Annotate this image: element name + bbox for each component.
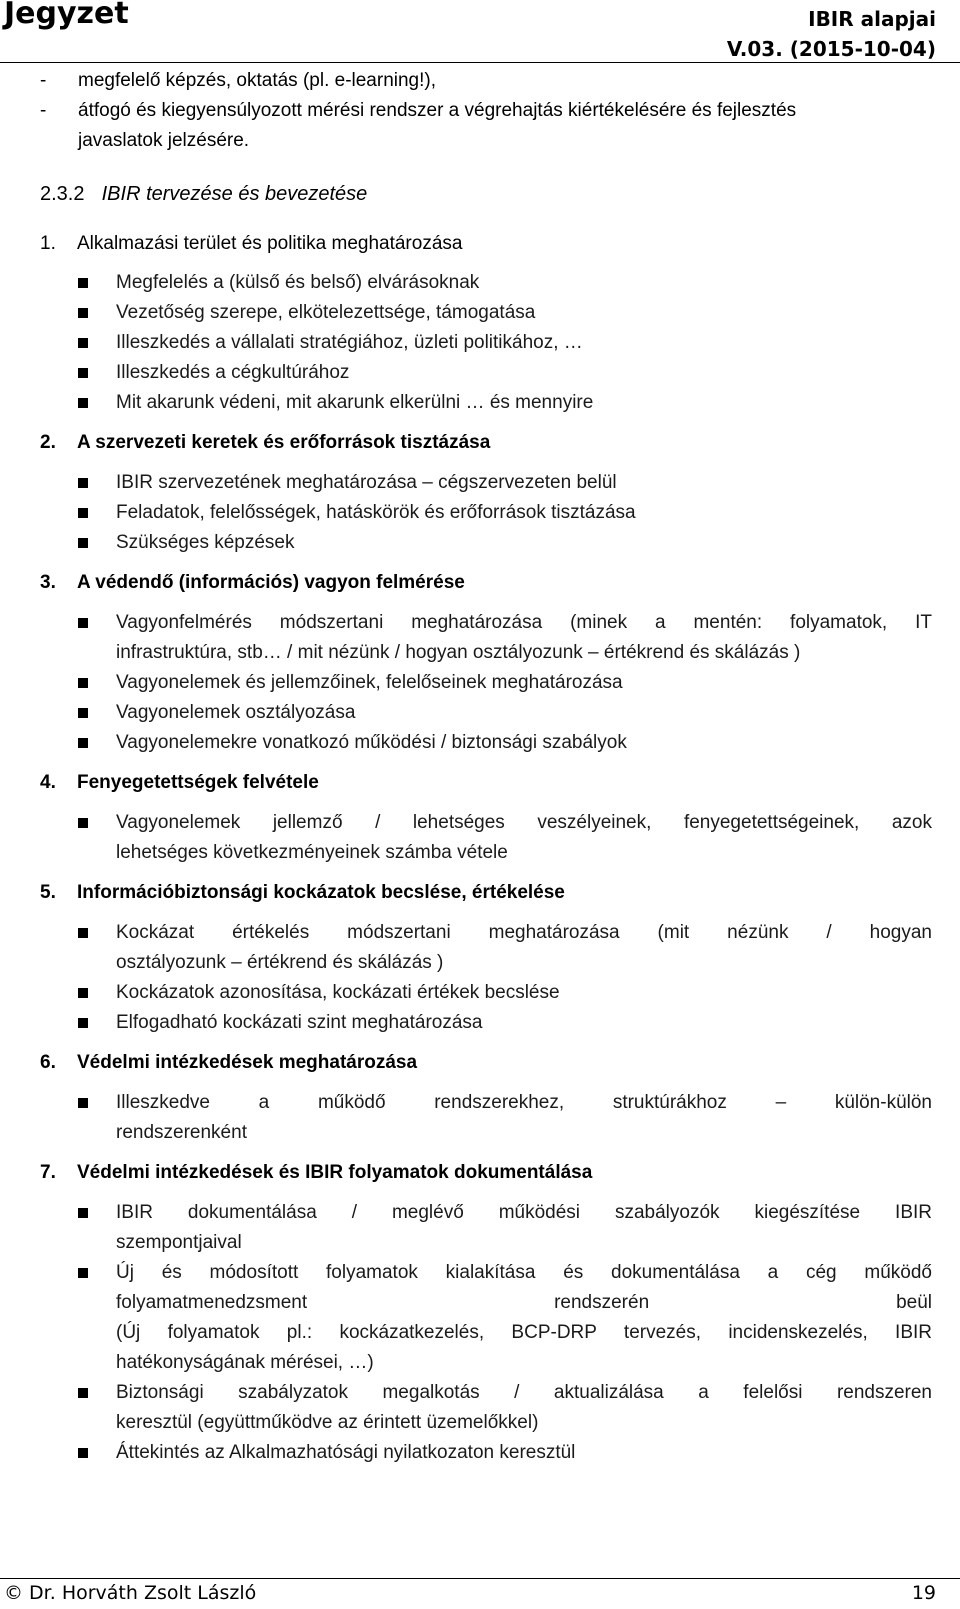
footer-divider <box>0 1578 960 1579</box>
list-item: Mit akarunk védeni, mit akarunk elkerülni … és mennyire <box>116 392 594 413</box>
header-divider <box>0 62 960 63</box>
intro-line: javaslatok jelzésére. <box>78 130 250 151</box>
bullet-icon <box>78 398 88 408</box>
bullet-icon <box>78 508 88 518</box>
list-item-line: Új és módosított folyamatok kialakítása és dokumentálása a cég működő <box>116 1262 932 1283</box>
footer-author: © Dr. Horváth Zsolt László <box>4 1582 257 1604</box>
step-title: Védelmi intézkedések és IBIR folyamatok dokumentálása <box>77 1162 593 1183</box>
bullet-icon <box>78 708 88 718</box>
intro-dash: - <box>40 100 47 121</box>
list-item-line: rendszerenként <box>116 1122 247 1143</box>
bullet-icon <box>78 278 88 288</box>
step-number: 3. <box>40 572 56 593</box>
list-item: Elfogadható kockázati szint meghatározása <box>116 1012 483 1033</box>
list-item: Vagyonelemek osztályozása <box>116 702 356 723</box>
bullet-icon <box>78 478 88 488</box>
step-number: 7. <box>40 1162 56 1183</box>
list-item: Vagyonelemekre vonatkozó működési / biztonsági szabályok <box>116 732 627 753</box>
list-item: Áttekintés az Alkalmazhatósági nyilatkozaton keresztül <box>116 1442 576 1463</box>
list-item-line: infrastruktúra, stb… / mit nézünk / hogyan osztályozunk – értékrend és skálázás ) <box>116 642 801 663</box>
bullet-icon <box>78 1018 88 1028</box>
list-item: Vagyonelemek és jellemzőinek, felelőseinek meghatározása <box>116 672 623 693</box>
header-title: Jegyzet <box>4 0 129 31</box>
list-item: Feladatok, felelősségek, hatáskörök és erőforrások tisztázása <box>116 502 636 523</box>
bullet-icon <box>78 678 88 688</box>
footer-page-number: 19 <box>911 1582 936 1604</box>
bullet-icon <box>78 738 88 748</box>
bullet-icon <box>78 1388 88 1398</box>
list-item: Szükséges képzések <box>116 532 295 553</box>
step-title: A szervezeti keretek és erőforrások tisztázása <box>77 432 491 453</box>
page-header <box>0 0 960 66</box>
bullet-icon <box>78 818 88 828</box>
list-item-line: (Új folyamatok pl.: kockázatkezelés, BCP-DRP tervezés, incidenskezelés, IBIR <box>116 1322 932 1343</box>
intro-line: megfelelő képzés, oktatás (pl. e-learning!), <box>78 70 437 91</box>
section-title: IBIR tervezése és bevezetése <box>101 183 368 205</box>
bullet-icon <box>78 308 88 318</box>
bullet-icon <box>78 928 88 938</box>
bullet-icon <box>78 368 88 378</box>
step-number: 1. <box>40 233 56 254</box>
step-title: Alkalmazási terület és politika meghatározása <box>77 233 463 254</box>
header-version: V.03. (2015-10-04) <box>726 37 936 61</box>
list-item-line: osztályozunk – értékrend és skálázás ) <box>116 952 444 973</box>
list-item-line: Kockázat értékelés módszertani meghatározása (mit nézünk / hogyan <box>116 922 932 943</box>
step-number: 4. <box>40 772 56 793</box>
intro-line: átfogó és kiegyensúlyozott mérési rendszer a végrehajtás kiértékelésére és fejlesztés <box>78 100 797 121</box>
list-item: Kockázatok azonosítása, kockázati értékek becslése <box>116 982 560 1003</box>
list-item-line: IBIR dokumentálása / meglévő működési szabályozók kiegészítése IBIR <box>116 1202 932 1223</box>
list-item: Megfelelés a (külső és belső) elvárásoknak <box>116 272 480 293</box>
bullet-icon <box>78 338 88 348</box>
bullet-icon <box>78 618 88 628</box>
step-title: Védelmi intézkedések meghatározása <box>77 1052 418 1073</box>
step-number: 6. <box>40 1052 56 1073</box>
list-item-line: folyamatmenedzsment rendszerén beül <box>116 1292 932 1313</box>
list-item: IBIR szervezetének meghatározása – cégszervezeten belül <box>116 472 617 493</box>
step-title: A védendő (információs) vagyon felmérése <box>77 572 465 593</box>
bullet-icon <box>78 1448 88 1458</box>
header-doc-info <box>727 4 936 64</box>
list-item-line: hatékonyságának mérései, …) <box>116 1352 374 1373</box>
step-number: 5. <box>40 882 56 903</box>
bullet-icon <box>78 1098 88 1108</box>
list-item-line: Vagyonfelmérés módszertani meghatározása (minek a mentén: folyamatok, IT <box>116 612 932 633</box>
list-item: Illeszkedés a cégkultúrához <box>116 362 350 383</box>
bullet-icon <box>78 988 88 998</box>
bullet-icon <box>78 1208 88 1218</box>
list-item: Vezetőség szerepe, elkötelezettsége, támogatása <box>116 302 536 323</box>
intro-dash: - <box>40 70 47 91</box>
list-item-line: szempontjaival <box>116 1232 242 1253</box>
list-item-line: keresztül (együttműködve az érintett üzemelőkkel) <box>116 1412 539 1433</box>
list-item-line: Illeszkedve a működő rendszerekhez, struktúrákhoz – külön-külön <box>116 1092 932 1113</box>
list-item-line: Vagyonelemek jellemző / lehetséges veszélyeinek, fenyegetettségeinek, azok <box>116 812 932 833</box>
bullet-icon <box>78 1268 88 1278</box>
section-number: 2.3.2 <box>40 183 85 205</box>
section-heading <box>40 179 367 209</box>
step-title: Fenyegetettségek felvétele <box>77 772 319 793</box>
bullet-icon <box>78 538 88 548</box>
step-title: Információbiztonsági kockázatok becslése, értékelése <box>77 882 565 903</box>
header-doc-name: IBIR alapjai <box>808 7 936 31</box>
list-item-line: Biztonsági szabályzatok megalkotás / aktualizálása a felelősi rendszeren <box>116 1382 932 1403</box>
list-item: Illeszkedés a vállalati stratégiához, üzleti politikához, … <box>116 332 583 353</box>
step-number: 2. <box>40 432 56 453</box>
list-item-line: lehetséges következményeinek számba vétele <box>116 842 508 863</box>
